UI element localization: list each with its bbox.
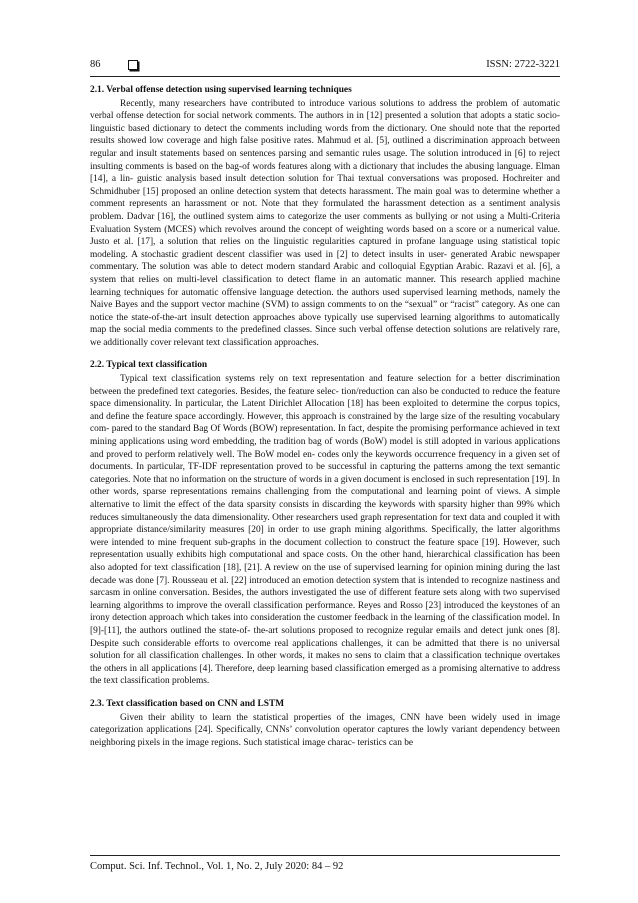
body-content xyxy=(90,84,560,749)
section-heading: 2.3. Text classification based on CNN and LSTM xyxy=(90,698,285,709)
issn-label: ISSN: 2722-3221 xyxy=(486,59,560,70)
section-paragraph: Typical text classification systems rely on text representation and feature selection for a better discrimination between the predefined text categories. Besides, the feature selec- tion/reduction can also be conducted to reduce the feature space dimensionality. In particular, the Latent Dirichlet Allocation [18] has been exploited to determine the corpus topics, and define the feature space accordingly. However, this approach is constrained by the large size of the resulting vocabulary com- pared to the standard Bag Of Words (BOW) representation. In fact, despite the promising performance achieved in text mining applications using word embedding, the tradition bag of words (BoW) model is still adopted in various applications and proved to perform relatively well. The BoW model en- codes only the keywords occurrence frequency in a given set of documents. In particular, TF-IDF representation proved to be successful in capturing the patterns among the text semantic categories. Note that no information on the structure of words in a given document is enclosed in such representation [19]. In other words, sparse representations remains challenging from the computational and learning point of views. A simple alternative to limit the effect of the data sparsity consists in discarding the keywords with sparsity higher than 99% which reduces simultaneously the data dimensionality. Other researchers used graph representation for text data and coupled it with appropriate distance/similarity measures [20] in order to use graph mining algorithms. Specifically, the latter algorithms were intended to mine frequent sub-graphs in the document collection to construct the feature space [19]. However, such representation usually exhibits high computational and space costs. On the other hand, hierarchical classification has been also adopted for text classification [18], [21]. A review on the use of supervised learning for opinion mining during the last decade was done [7]. Rousseau et al. [22] introduced an emotion detection system that is intended to recognize nastiness and sarcasm in online conversation. Besides, the authors investigated the use of different feature sets along with two supervised learning algorithms to improve the overall classification performance. Reyes and Rosso [23] introduced the keystones of an irony detection approach which takes into consideration the customer feedback in the learning of the classification model. In [9]-[11], the authors outlined the state-of- the-art solutions proposed to recognize regular emails and detect junk ones [8]. Despite such considerable efforts to overcome real applications challenges, it can be admitted that there is no universal solution for all classification challenges. In other words, it makes no sens to claim that a classification technique overtakes the others in all applications [4]. Therefore, deep learning based classification emerged as a promising alternative to address the text classification problems. xyxy=(90,374,560,687)
header-divider xyxy=(90,76,560,77)
section-2-3 xyxy=(90,698,560,749)
page-header xyxy=(90,58,560,74)
footer-divider xyxy=(90,855,560,856)
checkbox-square-icon xyxy=(128,60,138,70)
journal-citation: Comput. Sci. Inf. Technol., Vol. 1, No. 2, July 2020: 84 – 92 xyxy=(90,861,344,872)
section-paragraph: Given their ability to learn the statistical properties of the images, CNN have been widely used in image categorization applications [24]. Specifically, CNNs’ convolution operator captures the lowly variant dependency between neighboring pixels in the image regions. Such statistical image charac- teristics can be xyxy=(90,712,560,748)
section-2-1 xyxy=(90,84,560,349)
section-2-2 xyxy=(90,359,560,687)
section-heading: 2.2. Typical text classification xyxy=(90,360,208,371)
section-heading: 2.1. Verbal offense detection using supervised learning techniques xyxy=(90,85,352,95)
section-paragraph: Recently, many researchers have contributed to introduce various solutions to address the problem of automatic verbal offense detection for social network comments. The authors in in [12] presented a solution that adopts a static socio-linguistic based dictionary to detect the comments including words from the dictionary. One should note that the reported results showed low coverage and high false positive rates. Mahmud et al. [5], outlined a discrimination approach between regular and insult statements based on sentences parsing and semantic rules usage. The solution introduced in [6] to reject insulting comments is based on the bag-of words features along with a dictionary that includes the abusing language. Elman [14], a lin- guistic analysis based insult detection solution for Thai textual conversations was proposed. Hochreiter and Schmidhuber [15] proposed an online detection system that detects harassment. The main goal was to determine whether a comment represents an harassment or not. Note that they formulated the harassment detection as a sentiment analysis problem. Dadvar [16], the outlined system aims to categorize the user comments as bullying or not using a Multi-Criteria Evaluation System (MCES) which revolves around the concept of weighting words based on a score or a numerical value. Justo et al. [17], a solution that relies on the linguistic regularities captured in profane language using statistical topic modeling. A stochastic gradient descent classifier was used in [2] to detect insults in user- generated Arabic newspaper commentary. The solution was able to detect modern standard Arabic and colloquial Egyptian Arabic. Razavi et al. [6], a system that relies on multi-level classification to detect flame in an automatic manner. This research applied machine learning techniques for automatic offensive language detection. the authors used supervised learning methods, namely the Naive Bayes and the support vector machine (SVM) to assign comments to on the “sexual” or “racist” category. As one can notice the state-of-the-art insult detection approaches above typically use supervised learning algorithms to automatically map the social media comments to the predefined classes. Since such verbal offense detection solutions are relatively rare, we additionally cover relevant text classification approaches. xyxy=(90,98,560,348)
page-number: 86 xyxy=(90,59,101,70)
